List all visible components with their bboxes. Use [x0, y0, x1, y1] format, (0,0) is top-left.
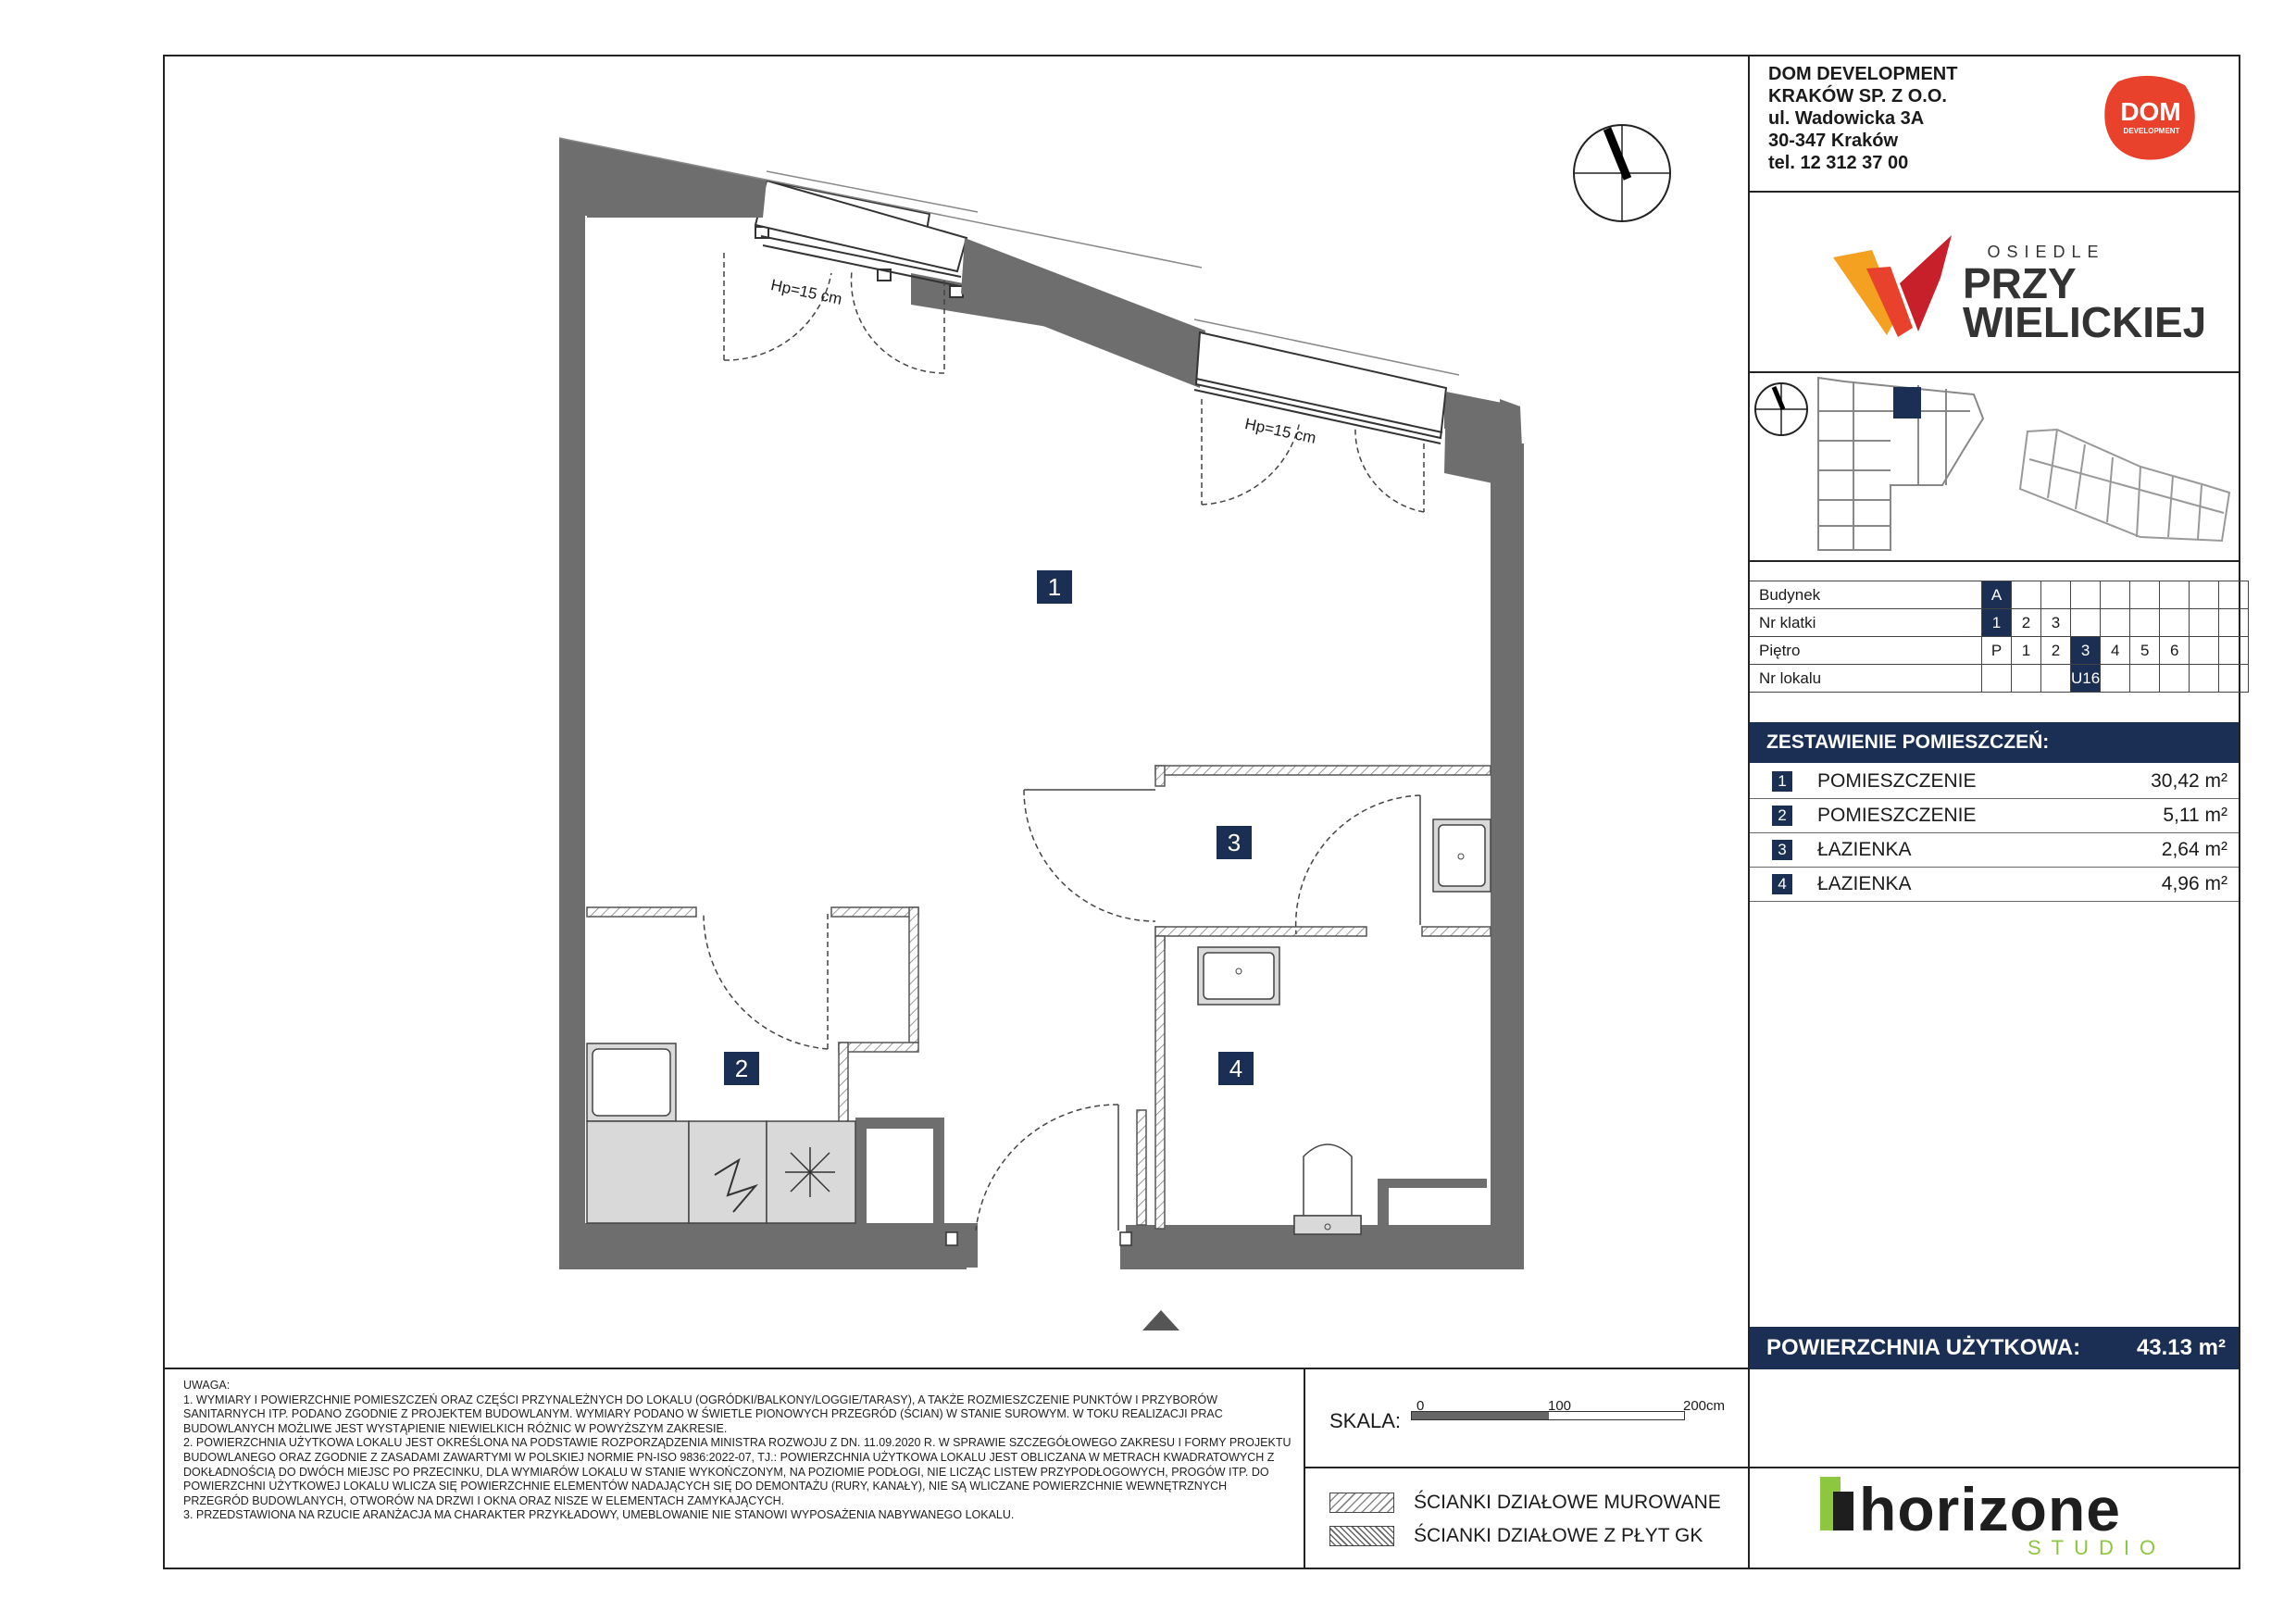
scale-tick-0: 0: [1416, 1398, 1425, 1414]
location-cell: [2160, 665, 2190, 693]
room-row-1: [1750, 765, 2239, 799]
location-cell: [2219, 581, 2249, 609]
svg-text:WIELICKIEJ: WIELICKIEJ: [1963, 298, 2207, 346]
location-cell: 1: [2012, 637, 2041, 665]
company-city: 30-347 Kraków: [1768, 131, 1899, 151]
location-cell: [2041, 581, 2071, 609]
scale-label: SKALA:: [1329, 1409, 1402, 1432]
legend-drywall-label: ŚCIANKI DZIAŁOWE Z PŁYT GK: [1414, 1525, 1703, 1546]
location-cell: [2219, 637, 2249, 665]
plan-room-tag-3: 3: [1217, 826, 1252, 859]
room-row-number: 2: [1772, 806, 1792, 826]
location-cell: P: [1982, 637, 2012, 665]
room-row-name: ŁAZIENKA: [1817, 873, 1912, 894]
total-area-bar: [1750, 1327, 2239, 1369]
svg-text:PRZY: PRZY: [1963, 259, 2077, 307]
location-cell: 3: [2071, 637, 2101, 665]
svg-text:DEVELOPMENT: DEVELOPMENT: [2123, 127, 2180, 135]
partition-bath3-top: [1155, 766, 1491, 775]
window-swing-left: [724, 253, 944, 373]
rooms-heading: ZESTAWIENIE POMIESZCZEŃ:: [1750, 722, 2239, 763]
room-row-number: 1: [1772, 771, 1792, 792]
location-row-label: Nr klatki: [1750, 609, 1982, 637]
floor-plan: [163, 55, 1748, 1368]
room-row-area: 2,64 m²: [2161, 839, 2227, 860]
partition-kitchen-side: [909, 907, 918, 1043]
partition-bath4-west: [1155, 936, 1165, 1229]
location-cell: [2101, 581, 2130, 609]
location-row-label: Piętro: [1750, 637, 1982, 665]
legend-swatch-masonry: [1329, 1493, 1394, 1513]
room-row-4: [1750, 868, 2239, 902]
location-cell: 6: [2160, 637, 2190, 665]
wall-shaft: [855, 1118, 944, 1223]
location-row: [1750, 665, 2249, 693]
toilet-icon: [1294, 1144, 1361, 1234]
washbasin-bath3: [1433, 819, 1491, 892]
location-cell: [2130, 609, 2160, 637]
location-cell: A: [1982, 581, 2012, 609]
key-plan-compass-icon: [1755, 383, 1807, 435]
note-2: 2. POWIERZCHNIA UŻYTKOWA LOKALU JEST OKREŚLONA NA PODSTAWIE ROZPORZĄDZENIA MINISTRA ROZWOJU Z DN. 11.09.2020 R. W SPRAWIE SZCZEGÓŁOWEGO ZAKRESU I FORMY PROJEKTU BUDOWLANEGO ORAZ ZGODNIE Z ZASADAMI ZAWARTYMI W POLSKIEJ NORMIE PN-ISO 9836:2022-07, TJ.: POWIERZCHNIA UŻYTKOWA LOKALU JEST OBLICZANA W METRACH KWADRATOWYCH Z DOKŁADNOŚCIĄ DO DWÓCH MIEJSC PO PRZECINKU, DLA WYMIARÓW LOKALU W STANIE WYKOŃCZONYM, NA POZIOMIE PODŁOGI, NIE LICZĄC LISTEW PRZYPODŁOGOWYCH, PROGÓW ITP. DO POWIERZCHNI UŻYTKOWEJ LOKALU WLICZA SIĘ POWIERZCHNIE ELEMENTÓW NADAJĄCYCH SIĘ DO DEMONTAŻU (RURY, KANAŁY), NIE SĄ WLICZANE POWIERZCHNIE WEWNĘTRZNYCH PRZEGRÓD BUDOWLANYCH, OTWORÓW NA DRZWI I OKNA ORAZ NISZE W ELEMENTACH ZAMYKAJĄCYCH.: [183, 1436, 1292, 1507]
wall-duct: [1378, 1179, 1487, 1225]
location-cell: 2: [2012, 609, 2041, 637]
location-cell: [2012, 581, 2041, 609]
location-row: [1750, 581, 2249, 609]
window-left-frame: [755, 181, 967, 271]
company-entity: KRAKÓW SP. Z O.O.: [1768, 86, 1947, 106]
horizone-studio-logo: [1820, 1469, 2190, 1562]
company-phone: tel. 12 312 37 00: [1768, 153, 1909, 173]
location-cell: [2160, 581, 2190, 609]
room-row-2: [1750, 799, 2239, 833]
window-note-left: Hp=15 cm: [768, 276, 844, 308]
room-row-name: POMIESZCZENIE: [1817, 805, 1977, 826]
total-area-label: POWIERZCHNIA UŻYTKOWA:: [1766, 1335, 2081, 1360]
entry-arrow-icon: [1142, 1310, 1179, 1330]
dom-development-logo: [2100, 72, 2202, 165]
partition-kitchen-top: [587, 907, 696, 917]
room-row-area: 5,11 m²: [2163, 805, 2227, 826]
divider-project: [1748, 371, 2240, 373]
key-plan-selected-unit: [1893, 387, 1921, 418]
location-cell: [2190, 637, 2219, 665]
note-1: 1. WYMIARY I POWIERZCHNIE POMIESZCZEŃ ORAZ CZĘŚCI PRZYNALEŻNYCH DO LOKALU (OGRÓDKI/BALKONY/LOGGIE/TARASY), A TAKŻE ROZMIESZCZENIE PUNKTÓW I PRZYBORÓW SANITARNYCH ITP. PODANO ZGODNIE Z PROJEKTEM BUDOWLANYM. WYMIARY PODANO W ŚWIETLE PIONOWYCH PRZEGRÓD (ŚCIAN) W STANIE SUROWYM. W TOKU REALIZACJI PRAC BUDOWLANYCH MOŻLIWE JEST WYSTĄPIENIE NIEWIELKICH RÓŻNIC W POWYŻSZYM ZAKRESIE.: [183, 1393, 1223, 1435]
location-cell: [2190, 665, 2219, 693]
location-row-label: Budynek: [1750, 581, 1982, 609]
location-cell: 3: [2041, 609, 2071, 637]
svg-text:OSIEDLE: OSIEDLE: [1987, 243, 2105, 261]
compass-icon: [1574, 125, 1670, 221]
location-cell: [2190, 609, 2219, 637]
location-row: [1750, 609, 2249, 637]
kitchen-counter: [587, 1043, 855, 1223]
cooktop-icon: [785, 1147, 835, 1197]
company-info: [1768, 63, 1957, 174]
location-cell: [2012, 665, 2041, 693]
shower-tray-bath4: [1198, 947, 1279, 1005]
location-cell: [2130, 665, 2160, 693]
location-cell: 5: [2130, 637, 2160, 665]
company-name: DOM DEVELOPMENT: [1768, 64, 1958, 84]
note-3: 3. PRZEDSTAWIONA NA RZUCIE ARANŻACJA MA CHARAKTER PRZYKŁADOWY, UMEBLOWANIE NIE STANOWI WYPOSAŻENIA NABYWANEGO LOKALU.: [183, 1508, 1015, 1522]
partition-bath-divider: [1155, 927, 1366, 936]
room-row-area: 30,42 m²: [2151, 770, 2227, 792]
location-cell: [2101, 609, 2130, 637]
location-cell: [2071, 581, 2101, 609]
location-row-label: Nr lokalu: [1750, 665, 1982, 693]
location-table: [1750, 581, 2249, 693]
location-cell: [2101, 665, 2130, 693]
room-row-number: 3: [1772, 840, 1792, 860]
location-cell: 1: [1982, 609, 2012, 637]
room-row-number: 4: [1772, 874, 1792, 894]
legend-swatch-drywall: [1329, 1526, 1394, 1546]
location-cell: 2: [2041, 637, 2071, 665]
window-note-right: Hp=15 cm: [1242, 415, 1318, 447]
project-logo: [1833, 231, 2222, 352]
room-row-area: 4,96 m²: [2161, 873, 2227, 894]
location-cell: [2219, 665, 2249, 693]
room-row-name: POMIESZCZENIE: [1817, 770, 1977, 792]
plan-room-tag-4: 4: [1218, 1052, 1254, 1085]
location-cell: [2041, 665, 2071, 693]
window-right-frame: [1196, 332, 1446, 438]
svg-text:DOM: DOM: [2120, 97, 2181, 126]
location-cell: 4: [2101, 637, 2130, 665]
location-cell: [2071, 609, 2101, 637]
location-cell: [2130, 581, 2160, 609]
room-row-3: [1750, 833, 2239, 868]
svg-text:STUDIO: STUDIO: [2028, 1536, 2166, 1559]
location-cell: U16: [2071, 665, 2101, 693]
divider-legend: [1304, 1467, 2240, 1468]
divider-keyplan: [1748, 560, 2240, 562]
scale-tick-100: 100: [1548, 1398, 1572, 1414]
scale-bar-fill: [1412, 1412, 1549, 1419]
divider-company: [1748, 191, 2240, 193]
location-row: [1750, 637, 2249, 665]
notes-title: UWAGA:: [183, 1379, 231, 1392]
location-cell: [1982, 665, 2012, 693]
location-cell: [2190, 581, 2219, 609]
location-cell: [2219, 609, 2249, 637]
total-area-value: 43.13 m²: [2136, 1335, 2226, 1360]
location-cell: [2160, 609, 2190, 637]
scale-tick-200: 200cm: [1683, 1398, 1726, 1414]
room-row-name: ŁAZIENKA: [1817, 839, 1912, 860]
notes-block: [183, 1379, 1294, 1523]
plan-room-tag-1: 1: [1037, 570, 1072, 604]
key-plan-building-b: [2020, 430, 2229, 541]
plan-room-tag-2: 2: [724, 1052, 759, 1085]
company-street: ul. Wadowicka 3A: [1768, 108, 1925, 129]
key-plan: [1752, 374, 2239, 559]
divider-notes: [1304, 1368, 1305, 1569]
svg-text:horizone: horizone: [1859, 1475, 2121, 1543]
legend-masonry-label: ŚCIANKI DZIAŁOWE MUROWANE: [1414, 1492, 1721, 1513]
